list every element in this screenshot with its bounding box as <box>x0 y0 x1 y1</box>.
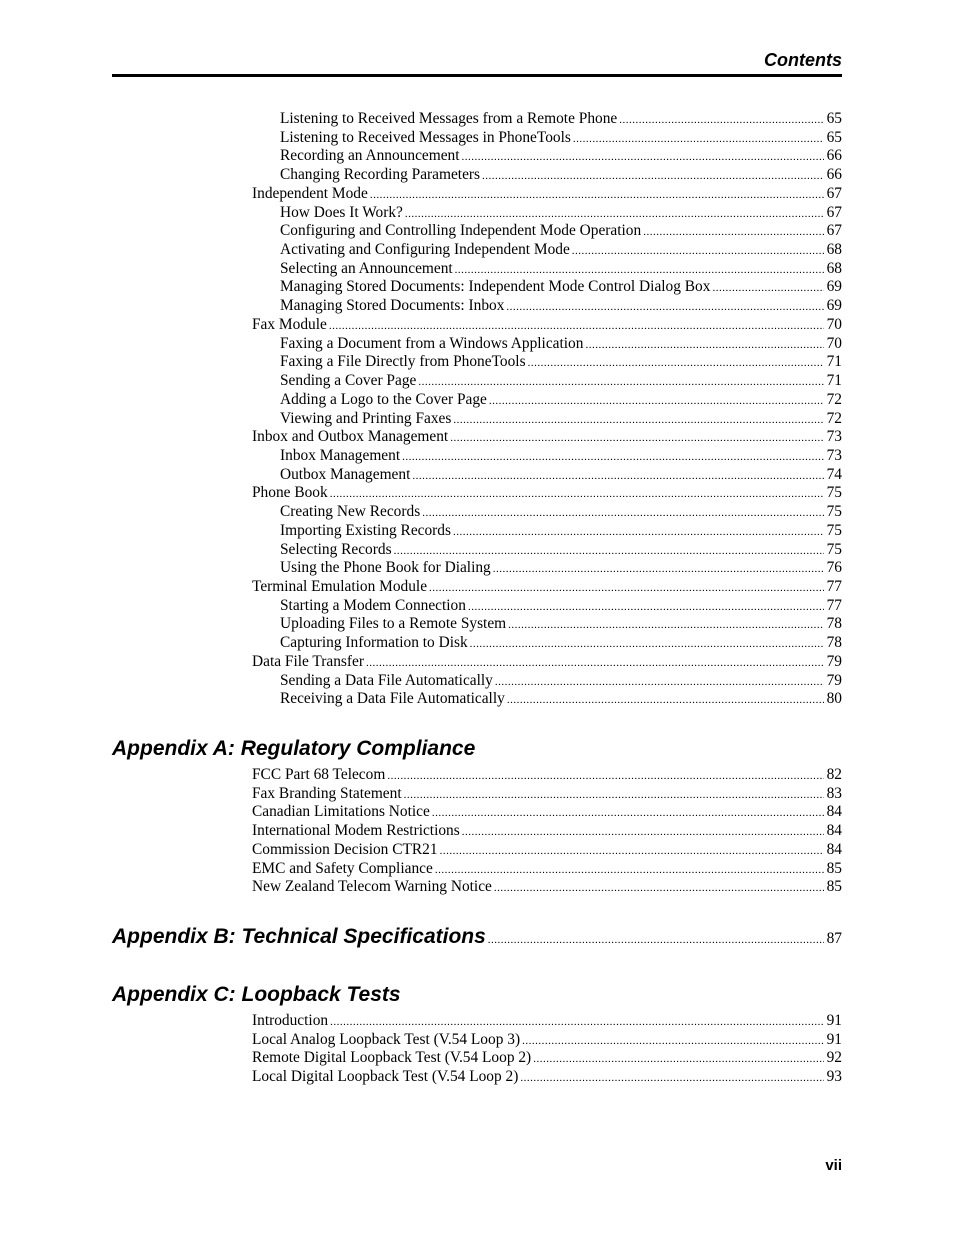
toc-entry[interactable] <box>252 315 842 334</box>
toc-entry-title: Capturing Information to Disk <box>280 634 468 651</box>
toc-entry-title: Recording an Announcement <box>280 147 460 164</box>
toc-entry-page: 78 <box>826 634 842 651</box>
dot-leader <box>507 691 824 710</box>
toc-entry-title: Activating and Configuring Independent Mode <box>280 241 570 258</box>
footer-page-number: vii <box>825 1157 842 1174</box>
toc-entry-title: Adding a Logo to the Cover Page <box>280 391 487 408</box>
toc-entry-title: Selecting an Announcement <box>280 260 453 277</box>
appendix-c-heading: Appendix C: Loopback Tests <box>112 983 401 1006</box>
toc-entry-page: 82 <box>826 766 842 783</box>
toc-entry-title: Introduction <box>252 1012 329 1029</box>
toc-entry-page: 69 <box>826 297 842 314</box>
toc-entry[interactable] <box>280 259 842 278</box>
toc-entry[interactable] <box>252 877 842 896</box>
toc-entry-page: 75 <box>826 503 842 520</box>
toc-entry[interactable] <box>280 446 842 465</box>
toc-entry-page: 70 <box>826 335 842 352</box>
toc-entry-title: Faxing a File Directly from PhoneTools <box>280 353 526 370</box>
toc-entry-title: Starting a Modem Connection <box>280 597 466 614</box>
toc-entry-title: Outbox Management <box>280 466 411 483</box>
toc-entry-page: 76 <box>826 559 842 576</box>
dot-leader <box>494 879 824 898</box>
toc-entry-page: 93 <box>826 1068 842 1085</box>
toc-entry-page: 72 <box>826 391 842 408</box>
toc-entry-title: Data File Transfer <box>252 653 364 670</box>
appendix-b-heading: Appendix B: Technical Specifications <box>112 925 486 948</box>
toc-entry-title: Inbox and Outbox Management <box>252 428 449 445</box>
toc-entry[interactable] <box>280 540 842 559</box>
toc-entry-page: 69 <box>826 278 842 295</box>
toc-entry-page: 73 <box>826 428 842 445</box>
toc-entry-page: 79 <box>826 653 842 670</box>
toc-entry-title: Receiving a Data File Automatically <box>280 690 505 707</box>
toc-entry-title: Listening to Received Messages from a Remote Phone <box>280 110 618 127</box>
toc-entry-title: Sending a Cover Page <box>280 372 417 389</box>
toc-entry[interactable] <box>252 765 842 784</box>
toc-entry-title: How Does It Work? <box>280 204 403 221</box>
toc-entry-page: 84 <box>826 822 842 839</box>
toc-entry-title: Phone Book <box>252 484 328 501</box>
toc-entry[interactable] <box>280 221 842 240</box>
toc-entry-title: Listening to Received Messages in PhoneTools <box>280 129 571 146</box>
toc-entry[interactable] <box>252 184 842 203</box>
toc-entry-page: 72 <box>826 410 842 427</box>
toc-entry[interactable] <box>252 427 842 446</box>
toc-entry[interactable] <box>252 840 842 859</box>
toc-entry-page: 71 <box>826 353 842 370</box>
toc-entry-title: Remote Digital Loopback Test (V.54 Loop 2) <box>252 1049 532 1066</box>
toc-entry-title: Changing Recording Parameters <box>280 166 481 183</box>
toc-entry-title: Local Analog Loopback Test (V.54 Loop 3) <box>252 1031 521 1048</box>
toc-entry[interactable] <box>280 521 842 540</box>
toc-entry[interactable] <box>280 502 842 521</box>
toc-entry-title: Uploading Files to a Remote System <box>280 615 507 632</box>
toc-entry[interactable] <box>252 1030 842 1049</box>
toc-entry[interactable] <box>280 109 842 128</box>
toc-entry-page: 80 <box>826 690 842 707</box>
dot-leader <box>488 934 824 946</box>
toc-entry-title: Sending a Data File Automatically <box>280 672 493 689</box>
toc-entry-page: 68 <box>826 260 842 277</box>
toc-entry-page: 75 <box>826 541 842 558</box>
toc-entry-title: Local Digital Loopback Test (V.54 Loop 2) <box>252 1068 519 1085</box>
toc-entry[interactable] <box>280 352 842 371</box>
toc-entry[interactable] <box>280 390 842 409</box>
toc-entry[interactable] <box>280 558 842 577</box>
appendix-a-heading: Appendix A: Regulatory Compliance <box>112 737 476 760</box>
toc-entry[interactable] <box>280 614 842 633</box>
toc-entry[interactable] <box>252 1067 842 1086</box>
toc-entry-page: 74 <box>826 466 842 483</box>
toc-entry-title: Inbox Management <box>280 447 401 464</box>
toc-entry-page: 73 <box>826 447 842 464</box>
toc-entry[interactable] <box>252 1011 842 1030</box>
toc-entry-page: 78 <box>826 615 842 632</box>
toc-entry-page: 84 <box>826 841 842 858</box>
toc-entry[interactable] <box>252 577 842 596</box>
appendix-b-line <box>112 924 842 950</box>
toc-entry-page: 85 <box>826 860 842 877</box>
header-rule <box>112 74 842 77</box>
toc-entry[interactable] <box>280 633 842 652</box>
toc-entry-title: Canadian Limitations Notice <box>252 803 430 820</box>
toc-entry-title: Selecting Records <box>280 541 392 558</box>
toc-entry-page: 70 <box>826 316 842 333</box>
toc-entry[interactable] <box>252 1048 842 1067</box>
toc-entry-page: 66 <box>826 147 842 164</box>
toc-entry-page: 91 <box>826 1012 842 1029</box>
toc-entry-title: Viewing and Printing Faxes <box>280 410 452 427</box>
toc-entry[interactable] <box>280 371 842 390</box>
toc-entry[interactable] <box>280 671 842 690</box>
toc-entry-title: Independent Mode <box>252 185 368 202</box>
toc-entry[interactable] <box>252 483 842 502</box>
toc-entry[interactable] <box>280 596 842 615</box>
toc-entry-title: Managing Stored Documents: Independent Mode Control Dialog Box <box>280 278 711 295</box>
toc-entry[interactable] <box>280 689 842 708</box>
page-header-title: Contents <box>764 50 842 70</box>
toc-entry-page: 65 <box>826 110 842 127</box>
toc-entry-page: 65 <box>826 129 842 146</box>
toc-entry-title: Fax Module <box>252 316 327 333</box>
toc-entry-page: 75 <box>826 522 842 539</box>
toc-entry-page: 67 <box>826 185 842 202</box>
toc-entry-page: 77 <box>826 578 842 595</box>
toc-entry[interactable] <box>252 859 842 878</box>
toc-entry-page: 67 <box>826 222 842 239</box>
toc-entry[interactable] <box>280 465 842 484</box>
toc-entry[interactable] <box>280 128 842 147</box>
toc-entry-title: EMC and Safety Compliance <box>252 860 433 877</box>
toc-entry[interactable] <box>280 146 842 165</box>
appendix-b-page: 87 <box>826 930 842 947</box>
toc-entry-title: Importing Existing Records <box>280 522 451 539</box>
dot-leader <box>520 1069 823 1088</box>
toc-entry-title: New Zealand Telecom Warning Notice <box>252 878 492 895</box>
toc-entry-page: 84 <box>826 803 842 820</box>
toc-entry[interactable] <box>280 240 842 259</box>
toc-entry-page: 79 <box>826 672 842 689</box>
toc-entry[interactable] <box>280 296 842 315</box>
toc-entry-title: Managing Stored Documents: Inbox <box>280 297 505 314</box>
toc-entry-title: Creating New Records <box>280 503 421 520</box>
toc-entry-title: FCC Part 68 Telecom <box>252 766 386 783</box>
toc-entry-page: 68 <box>826 241 842 258</box>
toc-entry-page: 83 <box>826 785 842 802</box>
toc-entry-title: Terminal Emulation Module <box>252 578 428 595</box>
toc-entry[interactable] <box>252 802 842 821</box>
toc-entry-page: 91 <box>826 1031 842 1048</box>
toc-entry-page: 66 <box>826 166 842 183</box>
toc-entry-title: International Modem Restrictions <box>252 822 460 839</box>
toc-entry-page: 92 <box>826 1049 842 1066</box>
toc-entry-title: Commission Decision CTR21 <box>252 841 438 858</box>
toc-entry[interactable] <box>252 652 842 671</box>
toc-entry[interactable] <box>280 277 842 296</box>
toc-entry[interactable] <box>280 334 842 353</box>
toc-entry-title: Fax Branding Statement <box>252 785 402 802</box>
toc-entry-page: 75 <box>826 484 842 501</box>
toc-entry-title: Configuring and Controlling Independent Mode Operation <box>280 222 642 239</box>
toc-entry-title: Faxing a Document from a Windows Application <box>280 335 584 352</box>
toc-entry[interactable] <box>252 784 842 803</box>
toc-entry[interactable] <box>280 165 842 184</box>
toc-entry[interactable] <box>252 821 842 840</box>
toc-entry[interactable] <box>280 409 842 428</box>
toc-entry[interactable] <box>280 203 842 222</box>
toc-entry-page: 71 <box>826 372 842 389</box>
toc-entry-page: 77 <box>826 597 842 614</box>
toc-entry-page: 67 <box>826 204 842 221</box>
toc-entry-title: Using the Phone Book for Dialing <box>280 559 491 576</box>
toc-entry-page: 85 <box>826 878 842 895</box>
